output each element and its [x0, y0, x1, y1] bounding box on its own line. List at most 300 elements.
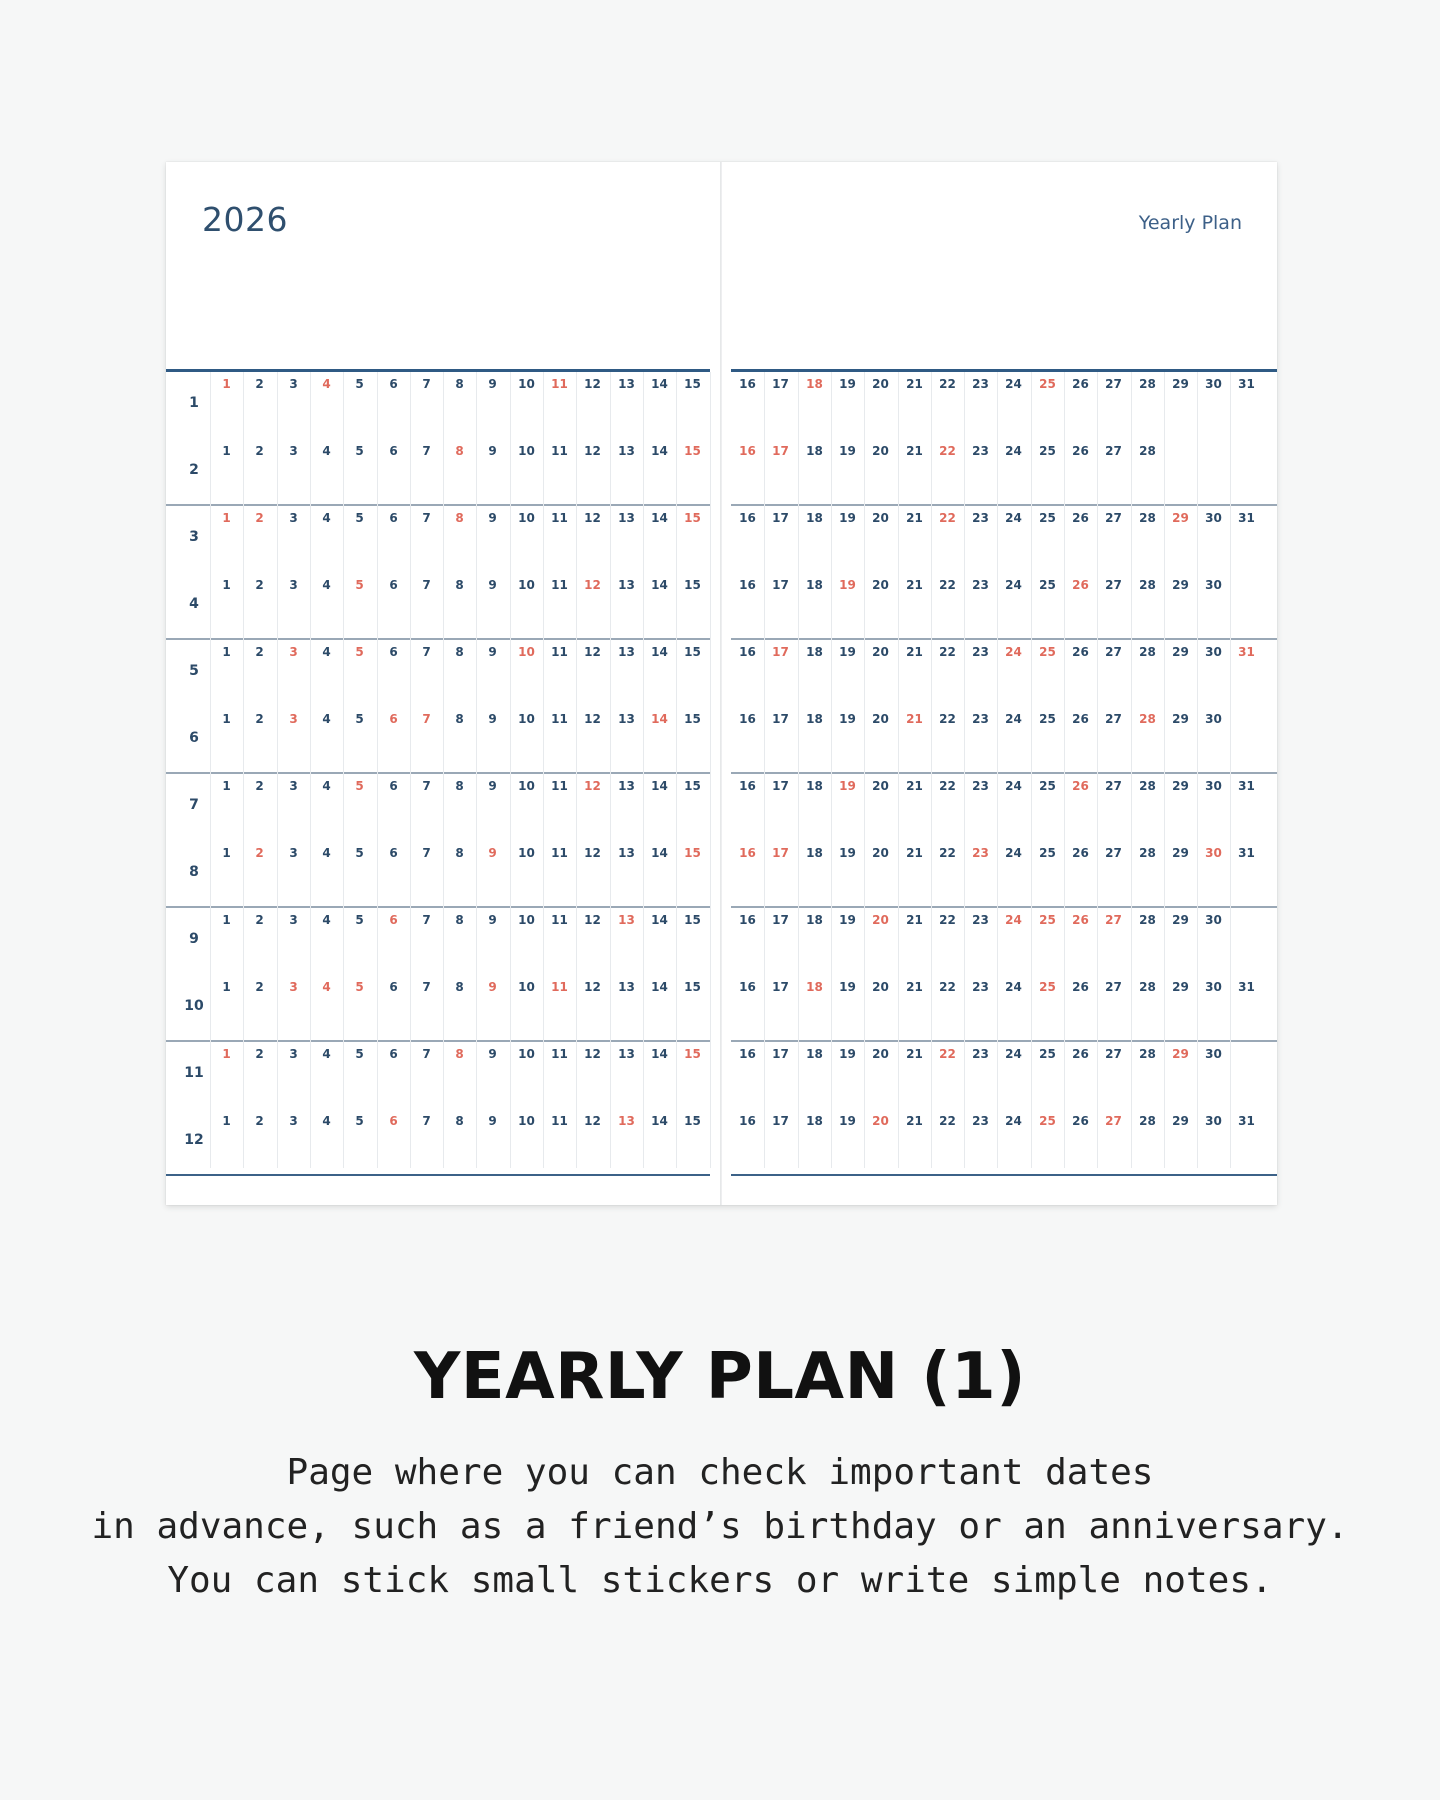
day-cell: 28 — [1139, 444, 1156, 458]
day-cell: 28 — [1139, 645, 1156, 659]
day-cell: 17 — [772, 779, 789, 793]
day-cell: 31 — [1238, 1114, 1255, 1128]
day-cell: 4 — [322, 377, 331, 391]
day-cell: 6 — [389, 645, 398, 659]
day-cell: 30 — [1205, 846, 1222, 860]
day-cell: 5 — [355, 444, 364, 458]
day-cell: 19 — [839, 444, 856, 458]
day-cell: 11 — [551, 645, 568, 659]
day-cell: 31 — [1238, 779, 1255, 793]
day-cell: 16 — [739, 645, 756, 659]
day-cell: 9 — [488, 444, 497, 458]
month-pair-rule — [731, 638, 1277, 640]
day-cell: 9 — [488, 645, 497, 659]
day-cell: 6 — [389, 1114, 398, 1128]
day-cell: 13 — [618, 980, 635, 994]
day-cell: 18 — [806, 913, 823, 927]
day-cell: 11 — [551, 779, 568, 793]
day-cell: 27 — [1105, 645, 1122, 659]
day-cell: 2 — [255, 645, 264, 659]
top-rule — [166, 369, 710, 372]
day-cell: 13 — [618, 913, 635, 927]
day-cell: 8 — [455, 1047, 464, 1061]
day-cell: 5 — [355, 645, 364, 659]
day-cell: 26 — [1072, 645, 1089, 659]
day-cell: 24 — [1005, 846, 1022, 860]
day-cell: 27 — [1105, 712, 1122, 726]
day-cell: 25 — [1039, 779, 1056, 793]
day-cell: 21 — [906, 511, 923, 525]
day-cell: 24 — [1005, 578, 1022, 592]
day-cell: 12 — [584, 444, 601, 458]
day-cell: 2 — [255, 578, 264, 592]
day-cell: 4 — [322, 578, 331, 592]
day-cell: 16 — [739, 779, 756, 793]
day-cell: 25 — [1039, 1114, 1056, 1128]
day-cell: 28 — [1139, 511, 1156, 525]
day-cell: 26 — [1072, 846, 1089, 860]
day-cell: 18 — [806, 980, 823, 994]
day-cell: 4 — [322, 913, 331, 927]
day-cell: 1 — [222, 846, 231, 860]
month-label: 11 — [184, 1065, 204, 1081]
day-cell: 23 — [972, 779, 989, 793]
day-cell: 26 — [1072, 779, 1089, 793]
day-cell: 18 — [806, 377, 823, 391]
day-cell: 12 — [584, 980, 601, 994]
day-cell: 7 — [422, 511, 431, 525]
day-cell: 18 — [806, 645, 823, 659]
day-cell: 11 — [551, 980, 568, 994]
day-cell: 14 — [651, 645, 668, 659]
day-cell: 23 — [972, 578, 989, 592]
day-cell: 16 — [739, 913, 756, 927]
day-cell: 17 — [772, 377, 789, 391]
day-cell: 21 — [906, 444, 923, 458]
day-cell: 7 — [422, 779, 431, 793]
day-cell: 5 — [355, 511, 364, 525]
day-cell: 30 — [1205, 511, 1222, 525]
day-cell: 3 — [289, 511, 298, 525]
day-cell: 3 — [289, 1047, 298, 1061]
day-cell: 22 — [939, 980, 956, 994]
day-cell: 6 — [389, 377, 398, 391]
day-cell: 19 — [839, 779, 856, 793]
month-label: 12 — [184, 1132, 204, 1148]
day-cell: 8 — [455, 511, 464, 525]
planner-spread — [166, 162, 1277, 1205]
day-cell: 12 — [584, 377, 601, 391]
day-cell: 12 — [584, 846, 601, 860]
day-cell: 13 — [618, 444, 635, 458]
day-cell: 16 — [739, 377, 756, 391]
day-cell: 2 — [255, 779, 264, 793]
day-cell: 2 — [255, 913, 264, 927]
day-cell: 13 — [618, 511, 635, 525]
day-cell: 9 — [488, 980, 497, 994]
day-cell: 1 — [222, 980, 231, 994]
day-cell: 4 — [322, 846, 331, 860]
day-cell: 25 — [1039, 578, 1056, 592]
day-cell: 29 — [1172, 645, 1189, 659]
day-cell: 26 — [1072, 980, 1089, 994]
day-cell: 6 — [389, 779, 398, 793]
day-cell: 13 — [618, 645, 635, 659]
month-pair-rule — [731, 504, 1277, 506]
day-cell: 16 — [739, 980, 756, 994]
day-cell: 28 — [1139, 913, 1156, 927]
description-line-3: You can stick small stickers or write simple notes. — [167, 1560, 1273, 1601]
day-cell: 3 — [289, 377, 298, 391]
year-title: 2026 — [202, 200, 288, 239]
day-cell: 24 — [1005, 779, 1022, 793]
day-cell: 20 — [872, 511, 889, 525]
day-cell: 14 — [651, 846, 668, 860]
day-cell: 2 — [255, 377, 264, 391]
day-cell: 23 — [972, 913, 989, 927]
day-cell: 14 — [651, 1047, 668, 1061]
day-cell: 8 — [455, 980, 464, 994]
day-cell: 6 — [389, 712, 398, 726]
day-cell: 17 — [772, 444, 789, 458]
day-cell: 31 — [1238, 511, 1255, 525]
month-label: 4 — [189, 596, 199, 612]
day-cell: 15 — [684, 511, 701, 525]
day-cell: 8 — [455, 846, 464, 860]
day-cell: 3 — [289, 913, 298, 927]
day-cell: 11 — [551, 1047, 568, 1061]
day-cell: 9 — [488, 712, 497, 726]
day-cell: 28 — [1139, 1047, 1156, 1061]
day-cell: 4 — [322, 444, 331, 458]
day-cell: 9 — [488, 779, 497, 793]
day-cell: 11 — [551, 511, 568, 525]
day-cell: 1 — [222, 1047, 231, 1061]
day-cell: 12 — [584, 913, 601, 927]
description-line-1: Page where you can check important dates — [286, 1452, 1154, 1493]
day-cell: 30 — [1205, 980, 1222, 994]
day-cell: 27 — [1105, 913, 1122, 927]
day-cell: 28 — [1139, 980, 1156, 994]
column-line — [710, 372, 711, 1168]
day-cell: 5 — [355, 712, 364, 726]
day-cell: 5 — [355, 578, 364, 592]
day-cell: 8 — [455, 1114, 464, 1128]
day-cell: 16 — [739, 444, 756, 458]
day-cell: 8 — [455, 913, 464, 927]
day-cell: 18 — [806, 712, 823, 726]
day-cell: 10 — [518, 645, 535, 659]
day-cell: 11 — [551, 377, 568, 391]
day-cell: 23 — [972, 846, 989, 860]
day-cell: 28 — [1139, 712, 1156, 726]
day-cell: 2 — [255, 444, 264, 458]
day-cell: 15 — [684, 1114, 701, 1128]
day-cell: 17 — [772, 1047, 789, 1061]
day-cell: 24 — [1005, 511, 1022, 525]
day-cell: 26 — [1072, 444, 1089, 458]
day-cell: 26 — [1072, 913, 1089, 927]
day-cell: 4 — [322, 511, 331, 525]
day-cell: 7 — [422, 1047, 431, 1061]
day-cell: 18 — [806, 1114, 823, 1128]
day-cell: 26 — [1072, 1047, 1089, 1061]
day-cell: 30 — [1205, 1047, 1222, 1061]
day-cell: 4 — [322, 645, 331, 659]
day-cell: 23 — [972, 1047, 989, 1061]
day-cell: 21 — [906, 913, 923, 927]
month-label: 10 — [184, 998, 204, 1014]
page-gutter — [720, 162, 722, 1205]
day-cell: 3 — [289, 779, 298, 793]
day-cell: 26 — [1072, 1114, 1089, 1128]
day-cell: 1 — [222, 444, 231, 458]
day-cell: 6 — [389, 511, 398, 525]
day-cell: 19 — [839, 913, 856, 927]
day-cell: 9 — [488, 1114, 497, 1128]
day-cell: 27 — [1105, 1047, 1122, 1061]
column-line — [1230, 372, 1231, 1168]
day-cell: 25 — [1039, 980, 1056, 994]
day-cell: 22 — [939, 1114, 956, 1128]
day-cell: 24 — [1005, 377, 1022, 391]
day-cell: 31 — [1238, 980, 1255, 994]
day-cell: 31 — [1238, 846, 1255, 860]
day-cell: 17 — [772, 1114, 789, 1128]
day-cell: 10 — [518, 511, 535, 525]
day-cell: 22 — [939, 444, 956, 458]
day-cell: 27 — [1105, 980, 1122, 994]
day-cell: 21 — [906, 377, 923, 391]
day-cell: 30 — [1205, 779, 1222, 793]
month-pair-rule — [731, 772, 1277, 774]
day-cell: 1 — [222, 377, 231, 391]
day-cell: 23 — [972, 1114, 989, 1128]
day-cell: 17 — [772, 846, 789, 860]
month-label: 5 — [189, 663, 199, 679]
day-cell: 19 — [839, 578, 856, 592]
day-cell: 19 — [839, 980, 856, 994]
day-cell: 29 — [1172, 377, 1189, 391]
day-cell: 5 — [355, 1114, 364, 1128]
day-cell: 10 — [518, 578, 535, 592]
day-cell: 13 — [618, 1114, 635, 1128]
month-label: 6 — [189, 730, 199, 746]
day-cell: 3 — [289, 444, 298, 458]
month-label: 1 — [189, 395, 199, 411]
day-cell: 21 — [906, 712, 923, 726]
day-cell: 7 — [422, 913, 431, 927]
day-cell: 8 — [455, 377, 464, 391]
day-cell: 10 — [518, 846, 535, 860]
day-cell: 10 — [518, 1047, 535, 1061]
day-cell: 25 — [1039, 444, 1056, 458]
day-cell: 22 — [939, 846, 956, 860]
day-cell: 5 — [355, 779, 364, 793]
day-cell: 21 — [906, 1114, 923, 1128]
day-cell: 29 — [1172, 779, 1189, 793]
day-cell: 14 — [651, 511, 668, 525]
day-cell: 6 — [389, 846, 398, 860]
day-cell: 7 — [422, 645, 431, 659]
day-cell: 12 — [584, 645, 601, 659]
day-cell: 11 — [551, 1114, 568, 1128]
day-cell: 2 — [255, 980, 264, 994]
day-cell: 15 — [684, 913, 701, 927]
day-cell: 20 — [872, 712, 889, 726]
day-cell: 12 — [584, 712, 601, 726]
day-cell: 4 — [322, 1114, 331, 1128]
day-cell: 22 — [939, 1047, 956, 1061]
day-cell: 20 — [872, 980, 889, 994]
bottom-rule — [731, 1174, 1277, 1176]
day-cell: 31 — [1238, 645, 1255, 659]
day-cell: 30 — [1205, 645, 1222, 659]
day-cell: 8 — [455, 578, 464, 592]
day-cell: 23 — [972, 712, 989, 726]
day-cell: 14 — [651, 712, 668, 726]
day-cell: 29 — [1172, 511, 1189, 525]
day-cell: 17 — [772, 712, 789, 726]
day-cell: 20 — [872, 1047, 889, 1061]
day-cell: 26 — [1072, 377, 1089, 391]
day-cell: 1 — [222, 511, 231, 525]
day-cell: 10 — [518, 444, 535, 458]
day-cell: 27 — [1105, 846, 1122, 860]
day-cell: 9 — [488, 913, 497, 927]
day-cell: 19 — [839, 1047, 856, 1061]
day-cell: 29 — [1172, 1047, 1189, 1061]
description — [0, 1446, 1440, 1608]
day-cell: 2 — [255, 846, 264, 860]
day-cell: 8 — [455, 645, 464, 659]
day-cell: 7 — [422, 578, 431, 592]
day-cell: 15 — [684, 846, 701, 860]
day-cell: 27 — [1105, 779, 1122, 793]
day-cell: 26 — [1072, 511, 1089, 525]
day-cell: 5 — [355, 377, 364, 391]
day-cell: 8 — [455, 444, 464, 458]
day-cell: 31 — [1238, 377, 1255, 391]
day-cell: 18 — [806, 578, 823, 592]
day-cell: 26 — [1072, 712, 1089, 726]
day-cell: 22 — [939, 779, 956, 793]
day-cell: 28 — [1139, 779, 1156, 793]
day-cell: 13 — [618, 846, 635, 860]
day-cell: 19 — [839, 846, 856, 860]
day-cell: 14 — [651, 779, 668, 793]
month-pair-rule — [166, 906, 710, 908]
day-cell: 23 — [972, 377, 989, 391]
day-cell: 24 — [1005, 913, 1022, 927]
day-cell: 20 — [872, 444, 889, 458]
day-cell: 15 — [684, 980, 701, 994]
day-cell: 21 — [906, 980, 923, 994]
day-cell: 16 — [739, 511, 756, 525]
day-cell: 28 — [1139, 1114, 1156, 1128]
day-cell: 16 — [739, 846, 756, 860]
day-cell: 13 — [618, 578, 635, 592]
day-cell: 25 — [1039, 645, 1056, 659]
day-cell: 22 — [939, 511, 956, 525]
day-cell: 29 — [1172, 712, 1189, 726]
month-label: 8 — [189, 864, 199, 880]
day-cell: 20 — [872, 578, 889, 592]
day-cell: 19 — [839, 1114, 856, 1128]
day-cell: 12 — [584, 1047, 601, 1061]
day-cell: 21 — [906, 645, 923, 659]
day-cell: 27 — [1105, 377, 1122, 391]
day-cell: 4 — [322, 980, 331, 994]
day-cell: 2 — [255, 1114, 264, 1128]
day-cell: 21 — [906, 578, 923, 592]
day-cell: 11 — [551, 846, 568, 860]
day-cell: 25 — [1039, 377, 1056, 391]
day-cell: 9 — [488, 846, 497, 860]
day-cell: 4 — [322, 779, 331, 793]
day-cell: 20 — [872, 377, 889, 391]
month-pair-rule — [166, 772, 710, 774]
day-cell: 19 — [839, 377, 856, 391]
day-cell: 6 — [389, 1047, 398, 1061]
day-cell: 15 — [684, 578, 701, 592]
day-cell: 11 — [551, 712, 568, 726]
day-cell: 5 — [355, 913, 364, 927]
day-cell: 10 — [518, 779, 535, 793]
day-cell: 25 — [1039, 712, 1056, 726]
day-cell: 30 — [1205, 377, 1222, 391]
day-cell: 21 — [906, 846, 923, 860]
day-cell: 12 — [584, 578, 601, 592]
day-cell: 10 — [518, 377, 535, 391]
day-cell: 1 — [222, 779, 231, 793]
day-cell: 20 — [872, 779, 889, 793]
day-cell: 7 — [422, 980, 431, 994]
day-cell: 14 — [651, 980, 668, 994]
day-cell: 8 — [455, 779, 464, 793]
day-cell: 30 — [1205, 712, 1222, 726]
day-cell: 7 — [422, 377, 431, 391]
day-cell: 20 — [872, 1114, 889, 1128]
day-cell: 23 — [972, 444, 989, 458]
day-cell: 13 — [618, 377, 635, 391]
day-cell: 23 — [972, 645, 989, 659]
day-cell: 17 — [772, 913, 789, 927]
month-label: 2 — [189, 462, 199, 478]
day-cell: 10 — [518, 913, 535, 927]
day-cell: 12 — [584, 511, 601, 525]
day-cell: 24 — [1005, 980, 1022, 994]
day-cell: 3 — [289, 645, 298, 659]
day-cell: 3 — [289, 578, 298, 592]
day-cell: 11 — [551, 444, 568, 458]
day-cell: 14 — [651, 913, 668, 927]
day-cell: 22 — [939, 578, 956, 592]
day-cell: 13 — [618, 712, 635, 726]
day-cell: 18 — [806, 511, 823, 525]
day-cell: 14 — [651, 377, 668, 391]
month-pair-rule — [731, 906, 1277, 908]
day-cell: 6 — [389, 578, 398, 592]
day-cell: 9 — [488, 1047, 497, 1061]
day-cell: 6 — [389, 913, 398, 927]
day-cell: 18 — [806, 779, 823, 793]
day-cell: 9 — [488, 511, 497, 525]
day-cell: 7 — [422, 444, 431, 458]
day-cell: 20 — [872, 846, 889, 860]
day-cell: 19 — [839, 645, 856, 659]
day-cell: 26 — [1072, 578, 1089, 592]
